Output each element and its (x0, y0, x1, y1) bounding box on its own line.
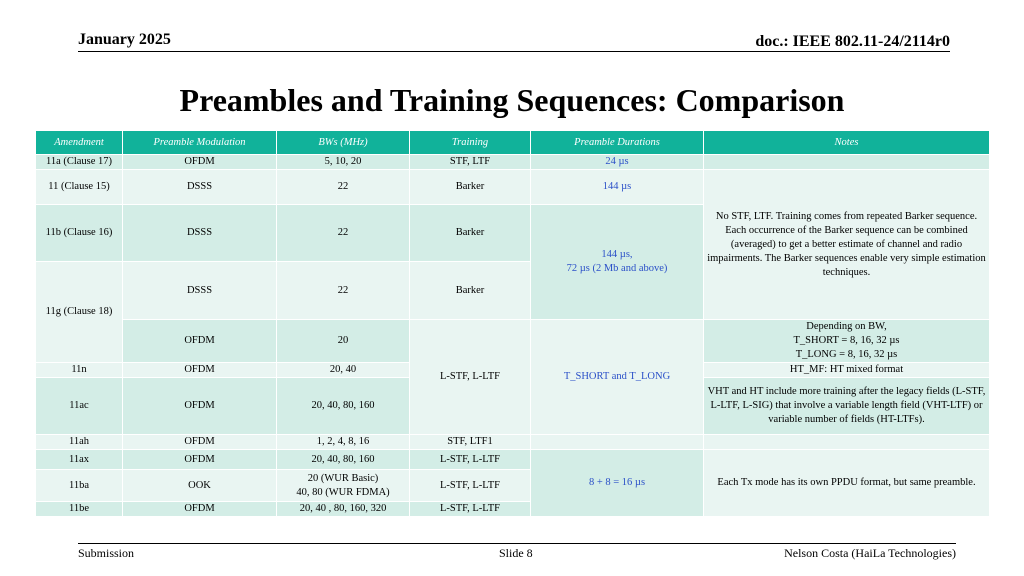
cell-bws: 20, 40, 80, 160 (277, 378, 410, 435)
cell-training: L-STF, L-LTF (410, 470, 531, 502)
cell-duration-ht: T_SHORT and T_LONG (531, 320, 704, 435)
cell-modulation: OFDM (123, 363, 277, 378)
cell-amendment: 11ba (36, 470, 123, 502)
notes-bw-line3: T_LONG = 8, 16, 32 µs (795, 349, 898, 360)
cell-modulation: DSSS (123, 262, 277, 320)
header-date: January 2025 (78, 31, 171, 48)
cell-amendment: 11ax (36, 450, 123, 470)
cell-training: L-STF, L-LTF (410, 502, 531, 517)
col-header-bws: BWs (MHz) (277, 131, 410, 155)
cell-amendment: 11be (36, 502, 123, 517)
table-row (36, 170, 990, 205)
cell-duration (531, 435, 704, 450)
cell-bws: 22 (277, 262, 410, 320)
cell-modulation: OFDM (123, 502, 277, 517)
col-header-notes: Notes (704, 131, 990, 155)
cell-training: STF, LTF (410, 155, 531, 170)
cell-modulation: OFDM (123, 320, 277, 363)
cell-notes-bw (704, 320, 990, 363)
cell-training: STF, LTF1 (410, 435, 531, 450)
cell-training-ltf: L-STF, L-LTF (410, 320, 531, 435)
cell-duration: 144 µs (531, 170, 704, 205)
cell-amendment: 11g (Clause 18) (36, 262, 123, 363)
cell-training: Barker (410, 170, 531, 205)
slide-title: Preambles and Training Sequences: Comparison (179, 82, 845, 118)
col-header-amendment: Amendment (36, 131, 123, 155)
cell-training: L-STF, L-LTF (410, 450, 531, 470)
notes-bw-line1: Depending on BW, (806, 321, 887, 332)
cell-bws: 22 (277, 205, 410, 262)
cell-notes-vht: VHT and HT include more training after the legacy fields (L-STF, L-LTF, L-SIG) that involve a variable length field (VHT-LTF) or variable number of fields (HT-LTFs). (704, 378, 990, 435)
table-row (36, 320, 990, 363)
cell-notes-tx: Each Tx mode has its own PPDU format, but same preamble. (704, 450, 990, 517)
cell-duration-tail: 8 + 8 = 16 µs (531, 450, 704, 517)
bws-line2: 40, 80 (WUR FDMA) (296, 486, 390, 498)
cell-bws: 20, 40 , 80, 160, 320 (277, 502, 410, 517)
cell-amendment: 11n (36, 363, 123, 378)
cell-amendment: 11ah (36, 435, 123, 450)
notes-bw-line2: T_SHORT = 8, 16, 32 µs (793, 335, 900, 346)
cell-modulation: OFDM (123, 450, 277, 470)
footer-submission: Submission (78, 546, 135, 560)
cell-bws: 20, 40, 80, 160 (277, 450, 410, 470)
cell-notes (704, 155, 990, 170)
cell-bws: 5, 10, 20 (277, 155, 410, 170)
table-row (36, 435, 990, 450)
cell-modulation: OOK (123, 470, 277, 502)
comparison-table (35, 130, 990, 517)
header-divider (78, 51, 950, 52)
footer-divider (78, 543, 956, 544)
footer-slide-number: Slide 8 (499, 546, 533, 560)
cell-amendment: 11b (Clause 16) (36, 205, 123, 262)
bws-line1: 20 (WUR Basic) (307, 472, 379, 484)
table-row (36, 155, 990, 170)
cell-modulation: OFDM (123, 435, 277, 450)
header-doc-id: doc.: IEEE 802.11-24/2114r0 (755, 33, 950, 50)
cell-bws: 1, 2, 4, 8, 16 (277, 435, 410, 450)
col-header-modulation: Preamble Modulation (123, 131, 277, 155)
col-header-durations: Preamble Durations (531, 131, 704, 155)
cell-training: Barker (410, 205, 531, 262)
cell-notes-htmf: HT_MF: HT mixed format (704, 363, 990, 378)
cell-modulation: DSSS (123, 170, 277, 205)
footer-author: Nelson Costa (HaiLa Technologies) (784, 546, 956, 560)
cell-duration-dsss (531, 205, 704, 320)
cell-bws (277, 470, 410, 502)
cell-duration: 24 µs (531, 155, 704, 170)
duration-dsss-line2: 72 µs (2 Mb and above) (566, 263, 668, 274)
table-header-row (36, 131, 990, 155)
cell-modulation: DSSS (123, 205, 277, 262)
cell-bws: 20 (277, 320, 410, 363)
cell-modulation: OFDM (123, 378, 277, 435)
cell-amendment: 11a (Clause 17) (36, 155, 123, 170)
table-row (36, 450, 990, 470)
cell-notes (704, 435, 990, 450)
cell-bws: 22 (277, 170, 410, 205)
col-header-training: Training (410, 131, 531, 155)
cell-training: Barker (410, 262, 531, 320)
cell-amendment: 11 (Clause 15) (36, 170, 123, 205)
cell-modulation: OFDM (123, 155, 277, 170)
cell-amendment: 11ac (36, 378, 123, 435)
cell-notes-dsss: No STF, LTF. Training comes from repeated Barker sequence. Each occurrence of the Barker sequence can be combined (averaged) to get a better estimate of channel and radio impairments. The Barker sequences enable very simple estimation techniques. (704, 170, 990, 320)
cell-bws: 20, 40 (277, 363, 410, 378)
duration-dsss-line1: 144 µs, (601, 249, 633, 260)
